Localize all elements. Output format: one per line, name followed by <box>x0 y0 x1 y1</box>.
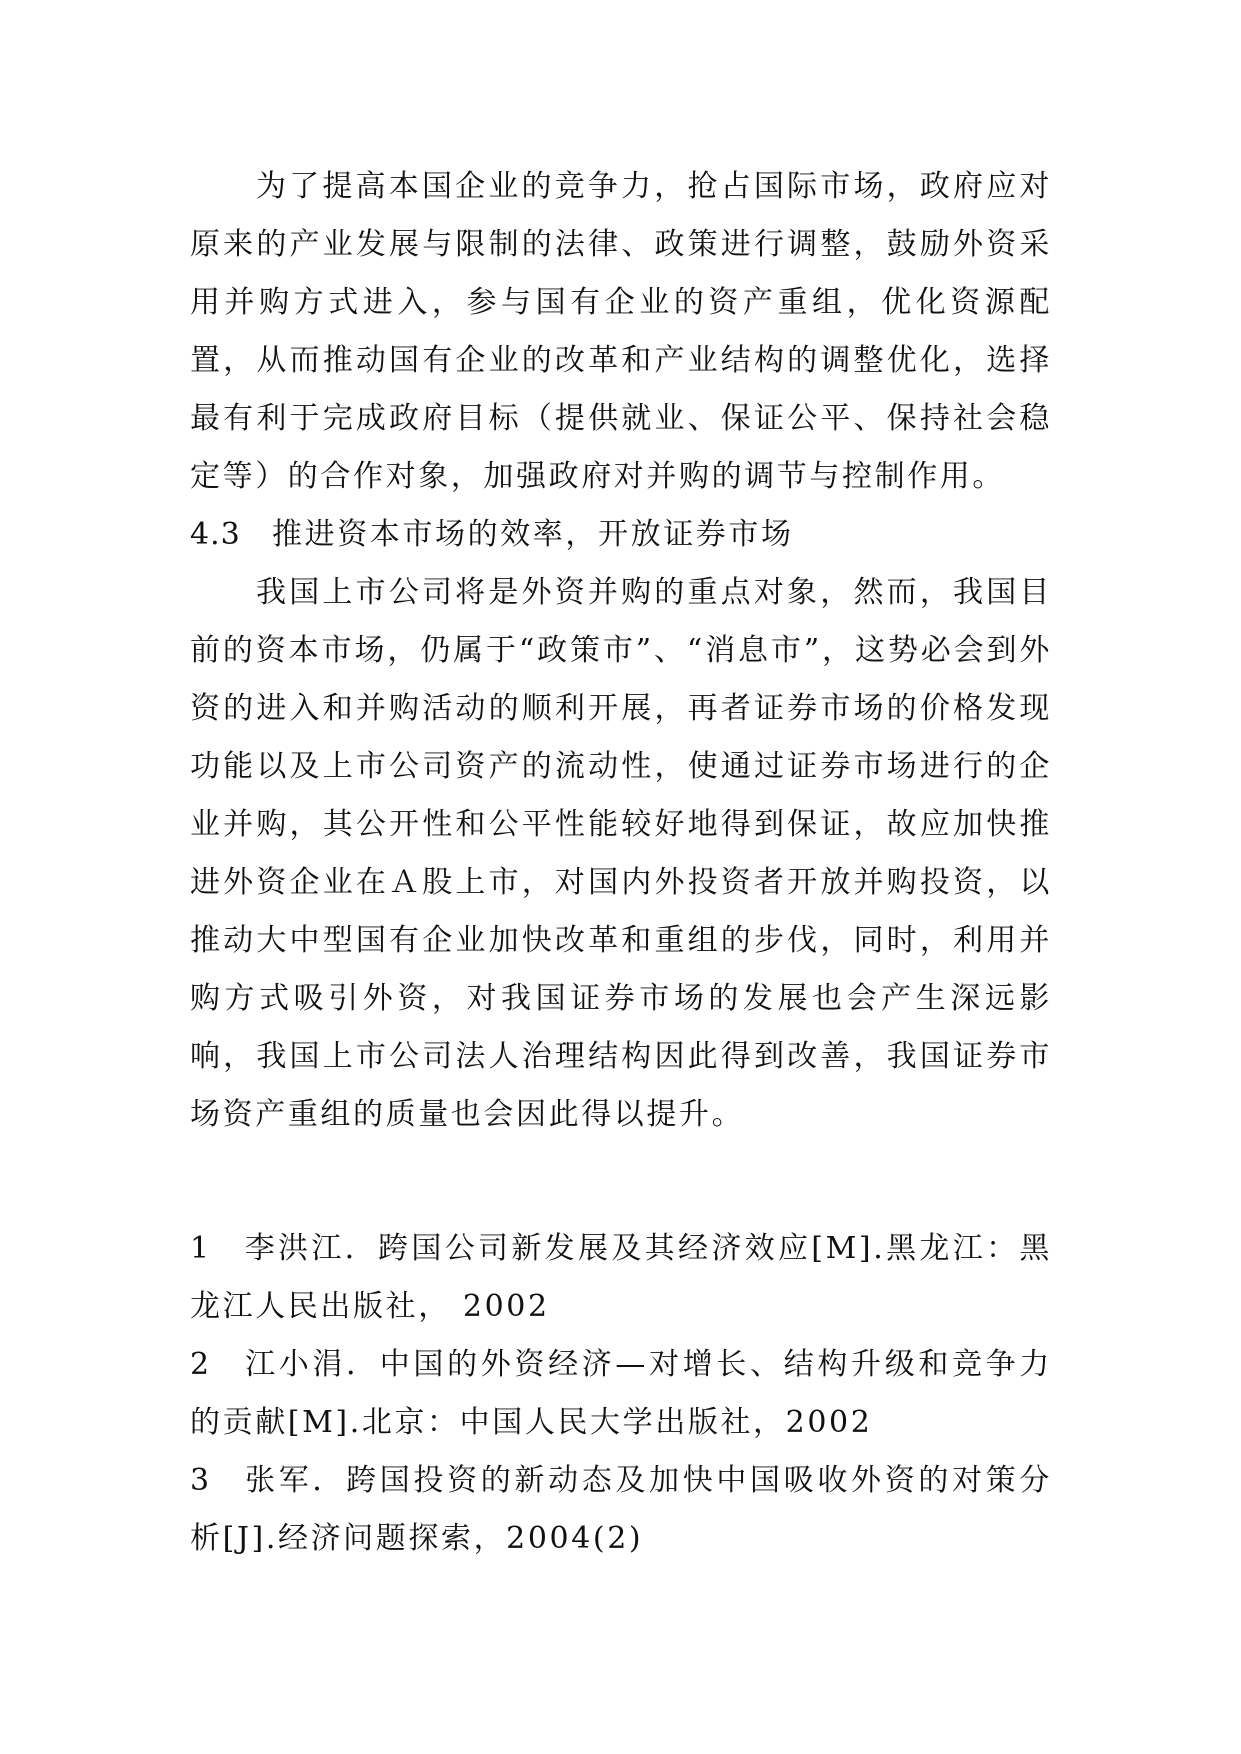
reference-number: 3 <box>190 1463 212 1498</box>
section-number: 4.3 <box>190 517 241 552</box>
reference-number: 1 <box>190 1231 212 1266</box>
reference-item <box>190 1452 1052 1568</box>
reference-text: 李洪江．跨国公司新发展及其经济效应[M].黑龙江：黑龙江人民出版社， 2002 <box>190 1231 1052 1324</box>
reference-text: 张军．跨国投资的新动态及加快中国吸收外资的对策分析[J].经济问题探索，2004(2) <box>190 1463 1052 1556</box>
body-paragraph-2: 我国上市公司将是外资并购的重点对象，然而，我国目前的资本市场，仍属于“政策市”、“消息市”，这势必会到外资的进入和并购活动的顺利开展，再者证券市场的价格发现功能以及上市公司资产的流动性，使通过证券市场进行的企业并购，其公开性和公平性能较好地得到保证，故应加快推进外资企业在Ａ股上市，对国内外投资者开放并购投资，以推动大中型国有企业加快改革和重组的步伐，同时，利用并购方式吸引外资，对我国证券市场的发展也会产生深远影响，我国上市公司法人治理结构因此得到改善，我国证券市场资产重组的质量也会因此得以提升。 <box>190 575 1052 1132</box>
reference-item <box>190 1336 1052 1452</box>
references-list <box>190 1220 1052 1568</box>
reference-item <box>190 1220 1052 1336</box>
body-paragraph-1: 为了提高本国企业的竞争力，抢占国际市场，政府应对原来的产业发展与限制的法律、政策进行调整，鼓励外资采用并购方式进入，参与国有企业的资产重组，优化资源配置，从而推动国有企业的改革和产业结构的调整优化，选择最有利于完成政府目标（提供就业、保证公平、保持社会稳定等）的合作对象，加强政府对并购的调节与控制作用。 <box>190 169 1052 494</box>
document-page <box>190 158 1052 1568</box>
reference-text: 江小涓．中国的外资经济—对增长、结构升级和竞争力的贡献[M].北京：中国人民大学出版社，2002 <box>190 1347 1052 1440</box>
reference-number: 2 <box>190 1347 212 1382</box>
section-title: 推进资本市场的效率，开放证券市场 <box>272 517 794 552</box>
section-heading <box>190 506 1052 564</box>
